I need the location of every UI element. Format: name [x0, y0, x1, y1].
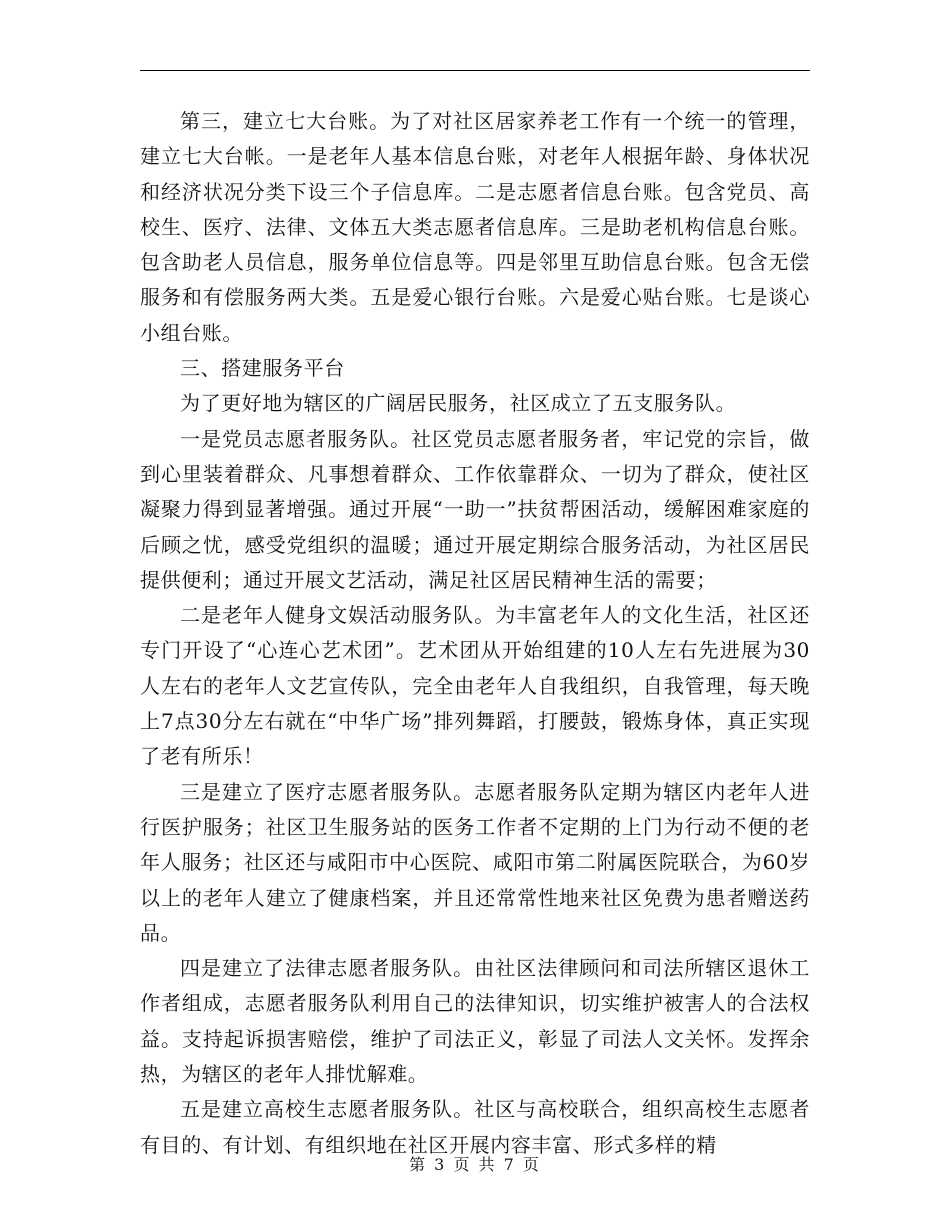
header-rule — [140, 70, 810, 71]
page-number-label: 第 3 页 共 7 页 — [409, 1155, 541, 1174]
paragraph-ledgers: 第三，建立七大台账。为了对社区居家养老工作有一个统一的管理，建立七大台帐。一是老年人基本信息台账，对老年人根据年龄、身体状况和经济状况分类下设三个子信息库。二是志愿者信息台账。包含党员、高校生、医疗、法律、文体五大类志愿者信息库。三是助老机构信息台账。包含助老人员信息，服务单位信息等。四是邻里互助信息台账。包含无偿服务和有偿服务两大类。五是爱心银行台账。六是爱心贴台账。七是谈心小组台账。 — [140, 109, 810, 345]
paragraph-elderly-fitness-team: 二是老年人健身文娱活动服务队。为丰富老年人的文化生活，社区还专门开设了“心连心艺术团”。艺术团从开始组建的10人左右先进展为30人左右的老年人文艺宣传队，完全由老年人自我组织，自我管理，每天晚上7点30分左右就在“中华广场”排列舞蹈，打腰鼓，锻炼身体，真正实现了老有所乐！ — [140, 603, 810, 769]
page-footer — [0, 1152, 950, 1175]
paragraph-party-volunteers: 一是党员志愿者服务队。社区党员志愿者服务者，牢记党的宗旨，做到心里装着群众、凡事想着群众、工作依靠群众、一切为了群众，使社区凝聚力得到显著增强。通过开展“一助一”扶贫帮困活动，缓解困难家庭的后顾之忧，感受党组织的温暖；通过开展定期综合服务活动，为社区居民提供便利；通过开展文艺活动，满足社区居民精神生活的需要； — [140, 426, 810, 592]
paragraph-college-volunteers: 五是建立高校生志愿者服务队。社区与高校联合，组织高校生志愿者有目的、有计划、有组织地在社区开展内容丰富、形式多样的精 — [140, 1097, 810, 1157]
section-heading-service-platform: 三、搭建服务平台 — [180, 356, 345, 381]
paragraph-medical-volunteers: 三是建立了医疗志愿者服务队。志愿者服务队定期为辖区内老年人进行医护服务；社区卫生服务站的医务工作者不定期的上门为行动不便的老年人服务；社区还与咸阳市中心医院、咸阳市第二附属医院联合，为60岁以上的老年人建立了健康档案，并且还常常性地来社区免费为患者赠送药品。 — [140, 779, 810, 945]
paragraph-intro-service-teams: 为了更好地为辖区的广阔居民服务，社区成立了五支服务队。 — [180, 391, 737, 416]
document-body — [140, 104, 810, 1163]
paragraph-legal-volunteers: 四是建立了法律志愿者服务队。由社区法律顾问和司法所辖区退休工作者组成，志愿者服务队利用自己的法律知识，切实维护被害人的合法权益。支持起诉损害赔偿，维护了司法正义，彰显了司法人文关怀。发挥余热，为辖区的老年人排忧解难。 — [140, 956, 810, 1087]
